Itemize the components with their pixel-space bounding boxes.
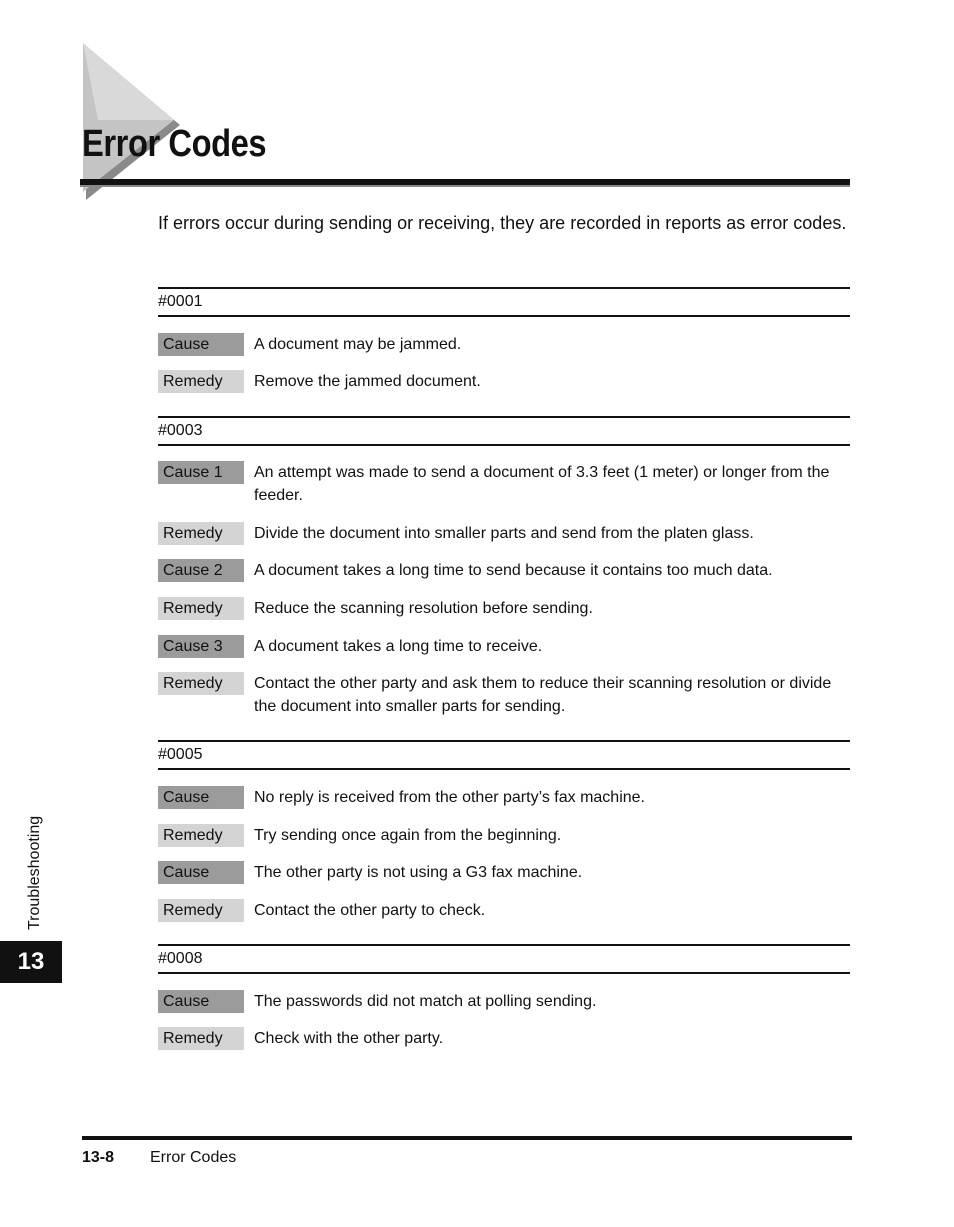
remedy-tag: Remedy (158, 824, 244, 847)
error-code-heading: #0005 (158, 740, 850, 770)
cause-tag: Cause (158, 786, 244, 809)
error-section-0001 (158, 287, 850, 390)
cause-text: The passwords did not match at polling sending. (254, 993, 597, 1010)
error-code-heading: #0003 (158, 416, 850, 446)
remedy-text: Contact the other party and ask them to reduce their scanning resolution or divide the document into smaller parts for sending. (254, 675, 832, 715)
cause-tag: Cause 1 (158, 461, 244, 484)
error-code-heading: #0008 (158, 944, 850, 974)
chapter-number-tab: 13 (0, 941, 62, 983)
error-section-0005 (158, 740, 850, 919)
remedy-text: Reduce the scanning resolution before sending. (254, 600, 593, 617)
title-area (80, 40, 852, 210)
cause-text: The other party is not using a G3 fax machine. (254, 864, 583, 881)
error-code-heading: #0001 (158, 287, 850, 317)
cause-text: A document may be jammed. (254, 336, 462, 353)
remedy-text: Divide the document into smaller parts and send from the platen glass. (254, 525, 754, 542)
cause-tag: Cause (158, 990, 244, 1013)
page-title: Error Codes (82, 123, 267, 165)
remedy-text: Check with the other party. (254, 1030, 444, 1047)
error-section-0008 (158, 944, 850, 1047)
remedy-tag: Remedy (158, 370, 244, 393)
cause-text: No reply is received from the other party’s fax machine. (254, 789, 645, 806)
footer-title: Error Codes (150, 1149, 237, 1166)
remedy-tag: Remedy (158, 597, 244, 620)
intro-paragraph: If errors occur during sending or receiving, they are recorded in reports as error codes. (158, 213, 847, 233)
cause-text: A document takes a long time to receive. (254, 638, 543, 655)
remedy-text: Remove the jammed document. (254, 373, 481, 390)
chapter-side-label: Troubleshooting (26, 815, 43, 930)
cause-tag: Cause (158, 861, 244, 884)
cause-tag: Cause 2 (158, 559, 244, 582)
cause-tag: Cause 3 (158, 635, 244, 658)
error-section-0003 (158, 416, 850, 715)
cause-tag: Cause (158, 333, 244, 356)
cause-text: An attempt was made to send a document of 3.3 feet (1 meter) or longer from the feeder. (254, 464, 830, 504)
page-number: 13-8 (82, 1149, 115, 1166)
remedy-tag: Remedy (158, 899, 244, 922)
remedy-tag: Remedy (158, 522, 244, 545)
remedy-text: Contact the other party to check. (254, 902, 486, 919)
footer-rule (82, 1136, 852, 1140)
remedy-text: Try sending once again from the beginning. (254, 827, 562, 844)
cause-text: A document takes a long time to send because it contains too much data. (254, 562, 773, 579)
title-rule-shadow (80, 185, 850, 187)
remedy-tag: Remedy (158, 672, 244, 695)
remedy-tag: Remedy (158, 1027, 244, 1050)
